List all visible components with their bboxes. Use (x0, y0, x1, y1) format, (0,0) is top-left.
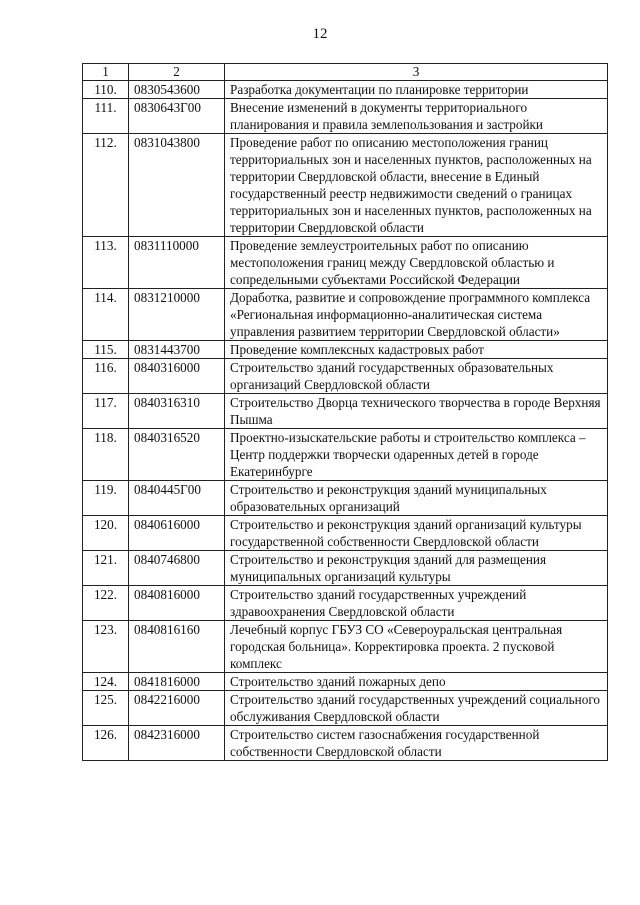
table-row (83, 621, 608, 673)
row-description: Проведение комплексных кадастровых работ (225, 341, 608, 359)
row-number: 117. (83, 394, 129, 429)
column-header-3: 3 (225, 64, 608, 81)
table-row (83, 237, 608, 289)
row-number: 120. (83, 516, 129, 551)
row-code: 0831443700 (129, 341, 225, 359)
row-number: 112. (83, 134, 129, 237)
row-number: 124. (83, 673, 129, 691)
row-description: Доработка, развитие и сопровождение программного комплекса «Региональная информационно-аналитическая система управления развитием территории Свердловской области» (225, 289, 608, 341)
table-body (83, 81, 608, 761)
row-code: 0831043800 (129, 134, 225, 237)
row-code: 0840316310 (129, 394, 225, 429)
row-description: Строительство систем газоснабжения государственной собственности Свердловской области (225, 726, 608, 761)
table-row (83, 481, 608, 516)
row-description: Проведение землеустроительных работ по описанию местоположения границ между Свердловской областью и сопредельными субъектами Российской Федерации (225, 237, 608, 289)
table-row (83, 429, 608, 481)
row-code: 0840816160 (129, 621, 225, 673)
row-number: 125. (83, 691, 129, 726)
row-number: 110. (83, 81, 129, 99)
row-code: 0840616000 (129, 516, 225, 551)
table-row (83, 726, 608, 761)
column-header-2: 2 (129, 64, 225, 81)
row-code: 0840445Г00 (129, 481, 225, 516)
table-row (83, 289, 608, 341)
row-code: 0830543600 (129, 81, 225, 99)
row-code: 0831110000 (129, 237, 225, 289)
row-code: 0840746800 (129, 551, 225, 586)
row-number: 116. (83, 359, 129, 394)
row-code: 0842216000 (129, 691, 225, 726)
row-number: 113. (83, 237, 129, 289)
row-number: 122. (83, 586, 129, 621)
table-row (83, 394, 608, 429)
row-description: Проектно-изыскательские работы и строительство комплекса – Центр поддержки творчески одаренных детей в городе Екатеринбурге (225, 429, 608, 481)
row-description: Строительство зданий государственных учреждений здравоохранения Свердловской области (225, 586, 608, 621)
row-number: 121. (83, 551, 129, 586)
row-description: Внесение изменений в документы территориального планирования и правила землепользования и застройки (225, 99, 608, 134)
row-description: Разработка документации по планировке территории (225, 81, 608, 99)
row-description: Строительство зданий государственных учреждений социального обслуживания Свердловской области (225, 691, 608, 726)
row-number: 111. (83, 99, 129, 134)
row-number: 123. (83, 621, 129, 673)
row-description: Лечебный корпус ГБУЗ СО «Североуральская центральная городская больница». Корректировка проекта. 2 пусковой комплекс (225, 621, 608, 673)
table-row (83, 134, 608, 237)
table-row (83, 586, 608, 621)
row-code: 0840816000 (129, 586, 225, 621)
row-code: 0831210000 (129, 289, 225, 341)
table-header-row (83, 64, 608, 81)
row-description: Строительство и реконструкция зданий для размещения муниципальных организаций культуры (225, 551, 608, 586)
column-header-1: 1 (83, 64, 129, 81)
row-number: 118. (83, 429, 129, 481)
row-code: 0830643Г00 (129, 99, 225, 134)
row-number: 115. (83, 341, 129, 359)
table-row (83, 691, 608, 726)
row-code: 0841816000 (129, 673, 225, 691)
row-number: 119. (83, 481, 129, 516)
table-row (83, 99, 608, 134)
table-row (83, 673, 608, 691)
row-code: 0840316520 (129, 429, 225, 481)
row-description: Строительство зданий государственных образовательных организаций Свердловской области (225, 359, 608, 394)
row-description: Проведение работ по описанию местоположения границ территориальных зон и населенных пунктов, расположенных на территории Свердловской области, внесение в Единый государственный реестр недвижимости сведений о границах территориальных зон и населенных пунктов, расположенных на территории Свердловской области (225, 134, 608, 237)
row-code: 0840316000 (129, 359, 225, 394)
table-row (83, 516, 608, 551)
row-description: Строительство и реконструкция зданий муниципальных образовательных организаций (225, 481, 608, 516)
table-row (83, 81, 608, 99)
row-description: Строительство Дворца технического творчества в городе Верхняя Пышма (225, 394, 608, 429)
table-row (83, 359, 608, 394)
budget-classification-table (82, 63, 608, 761)
row-description: Строительство и реконструкция зданий организаций культуры государственной собственности Свердловской области (225, 516, 608, 551)
page-number: 12 (312, 26, 328, 42)
row-number: 114. (83, 289, 129, 341)
table-row (83, 551, 608, 586)
row-code: 0842316000 (129, 726, 225, 761)
table-row (83, 341, 608, 359)
row-number: 126. (83, 726, 129, 761)
row-description: Строительство зданий пожарных депо (225, 673, 608, 691)
